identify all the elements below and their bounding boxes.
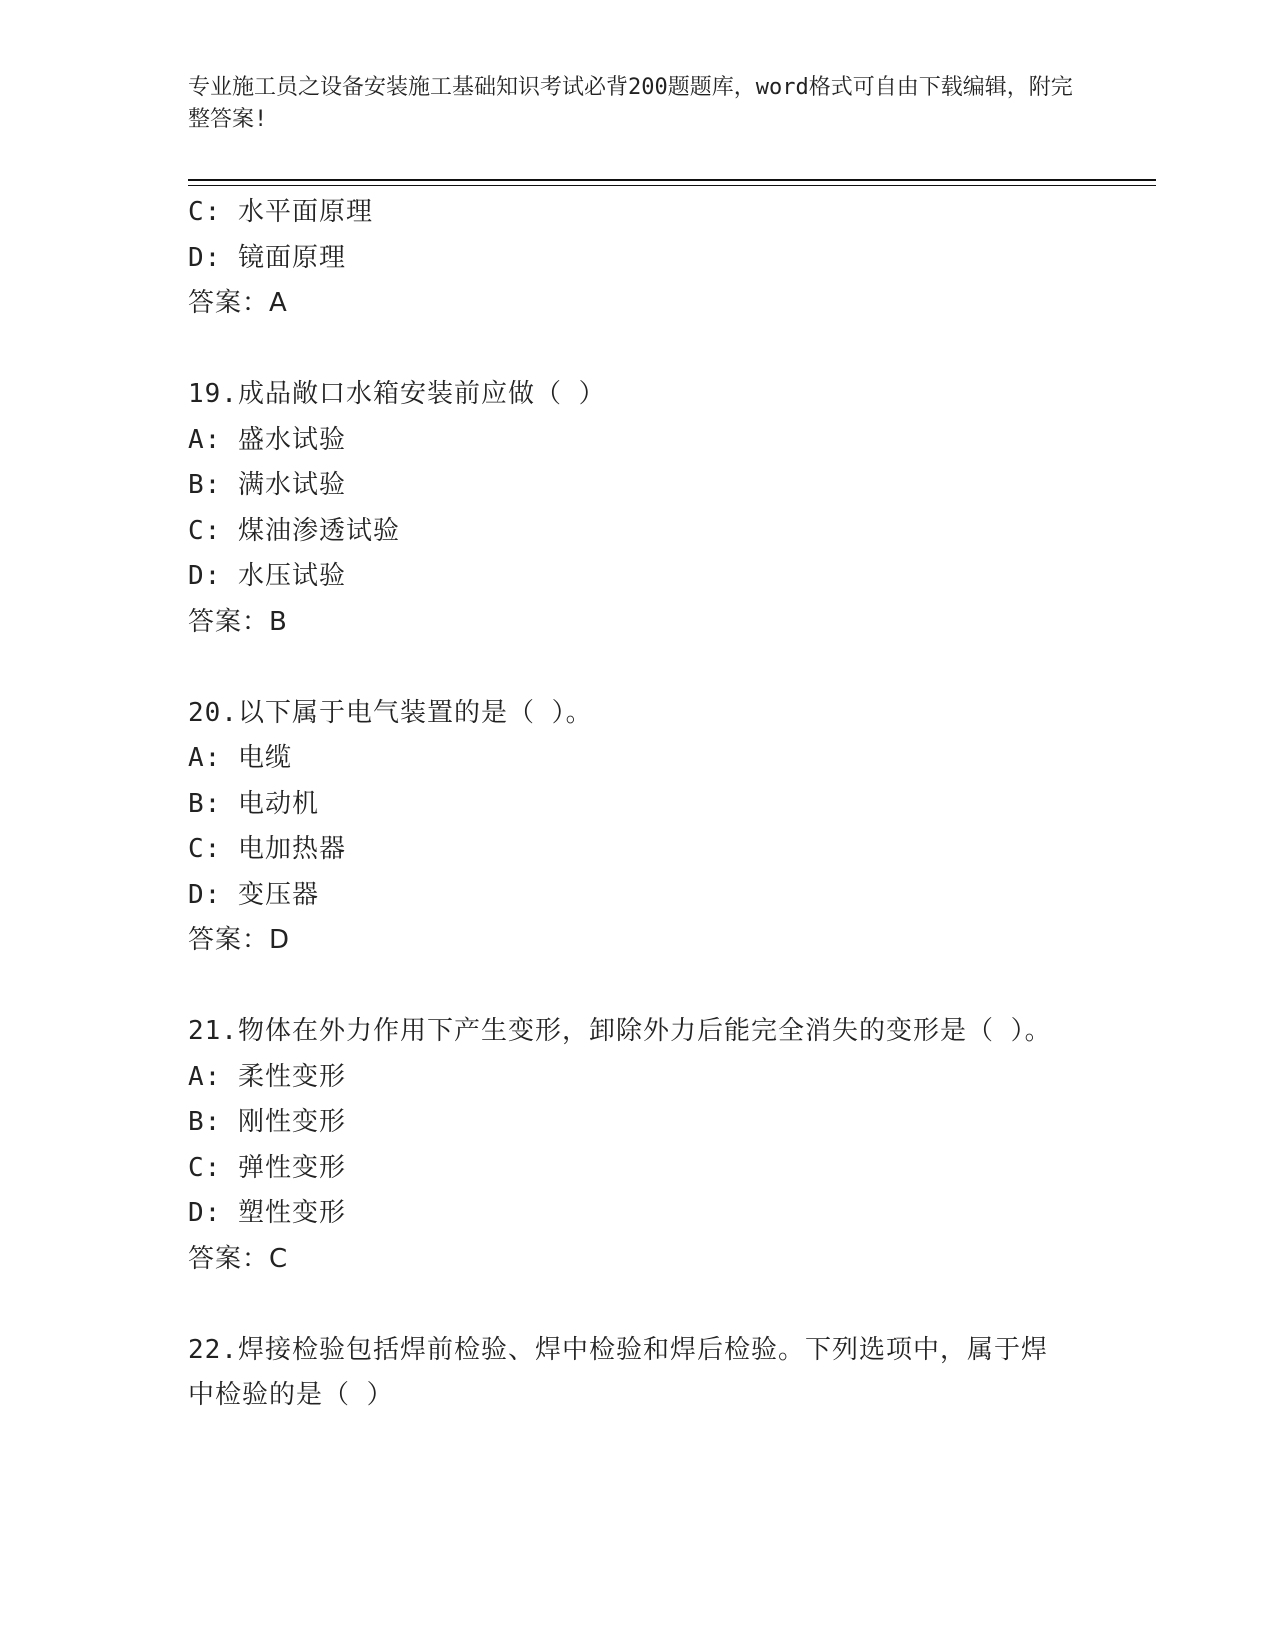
option-c: C: 煤油渗透试验: [188, 515, 400, 546]
answer: 答案：C: [188, 1243, 289, 1274]
question-22-block: [188, 1328, 1088, 1419]
answer: 答案：A: [188, 288, 288, 318]
header-rule-thin: [188, 185, 1156, 186]
question-text: 20.以下属于电气装置的是（ ）。: [188, 697, 593, 728]
option-d: D: 塑性变形: [188, 1198, 346, 1228]
spacer: [188, 645, 1088, 691]
spacer: [188, 1282, 1088, 1328]
option-c: C: 电加热器: [188, 834, 346, 864]
question-20-block: [188, 691, 1088, 964]
option-d: D: 水压试验: [188, 561, 346, 591]
question-text: 21.物体在外力作用下产生变形，卸除外力后能完全消失的变形是（ ）。: [188, 1016, 1052, 1046]
spacer: [188, 964, 1088, 1010]
question-19-block: [188, 372, 1088, 645]
option-c: C: 水平面原理: [188, 197, 373, 227]
option-a: A: 电缆: [188, 743, 292, 773]
question-21-block: [188, 1009, 1088, 1282]
question-text: 19.成品敞口水箱安装前应做（ ）: [188, 379, 606, 409]
option-a: A: 柔性变形: [188, 1061, 346, 1092]
header-rule-thick: [188, 179, 1156, 181]
option-a: A: 盛水试验: [188, 424, 346, 455]
option-d: D: 变压器: [188, 879, 319, 910]
prev-question-block: [188, 190, 1088, 327]
answer: 答案：B: [188, 606, 288, 637]
option-b: B: 刚性变形: [188, 1107, 346, 1137]
option-b: B: 满水试验: [188, 470, 346, 500]
spacer: [188, 327, 1088, 373]
question-content: [188, 190, 1088, 1419]
answer: 答案：D: [188, 925, 291, 955]
option-b: B: 电动机: [188, 788, 319, 819]
question-text: 22.焊接检验包括焊前检验、焊中检验和焊后检验。下列选项中，属于焊中检验的是（ ）: [188, 1334, 1048, 1410]
document-header: 专业施工员之设备安装施工基础知识考试必背200题题库，word格式可自由下载编辑，附完整答案!: [188, 75, 1073, 132]
option-d: D: 镜面原理: [188, 242, 346, 273]
option-c: C: 弹性变形: [188, 1152, 346, 1183]
